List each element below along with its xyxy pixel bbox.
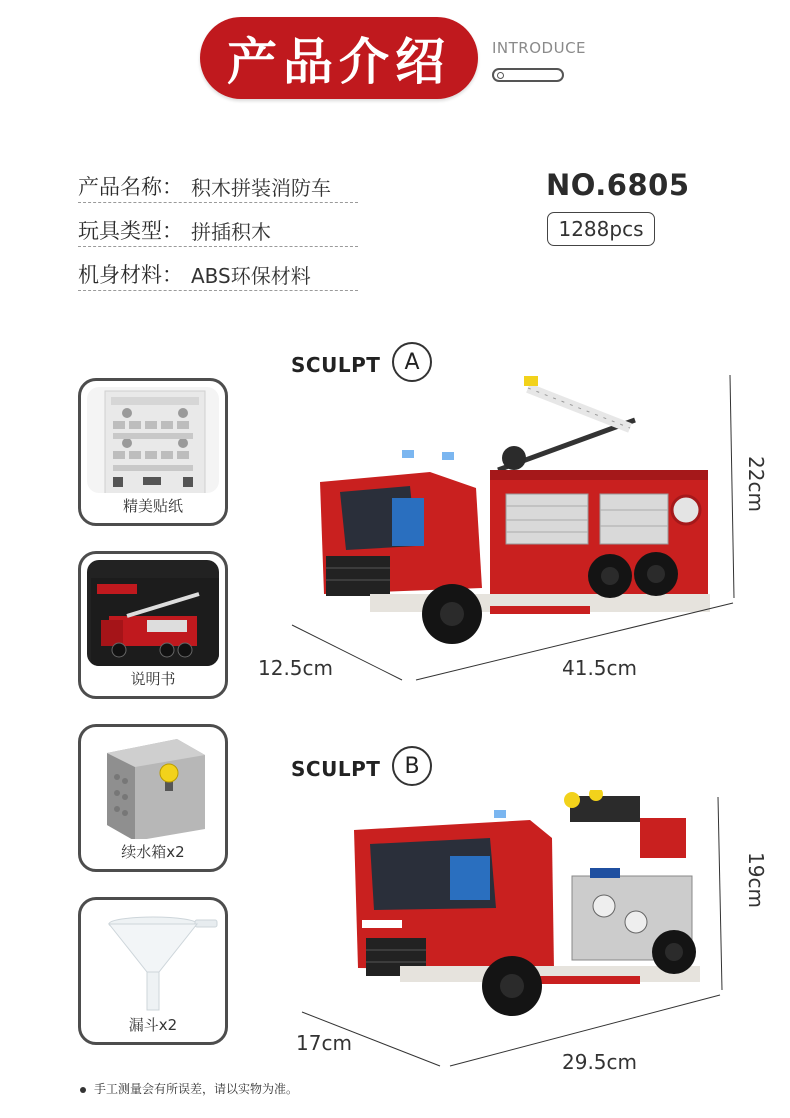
sculpt-a-badge: A	[392, 342, 432, 382]
footnote	[80, 1080, 298, 1097]
spec-value: ABS环保材料	[191, 263, 311, 288]
sculpt-b-badge: B	[392, 746, 432, 786]
footnote-text: 手工测量会有所误差，请以实物为准。	[94, 1082, 299, 1096]
sculpt-b-length: 29.5cm	[562, 1050, 638, 1074]
spec-label: 机身材料：	[78, 263, 183, 287]
section-subtitle: INTRODUCE	[492, 39, 587, 57]
sculpt-a-depth: 12.5cm	[258, 656, 334, 680]
sculpt-b-depth: 17cm	[296, 1031, 352, 1055]
spec-label: 产品名称：	[78, 175, 183, 199]
accessory-label: 说明书	[130, 670, 176, 688]
sculpt-b-height: 19cm	[744, 852, 768, 908]
section-title: 产品介绍	[200, 17, 478, 99]
sculpt-a-label: SCULPT	[291, 353, 381, 377]
spec-value: 积木拼装消防车	[191, 175, 331, 200]
piece-count-badge: 1288pcs	[547, 212, 655, 246]
accessory-label: 精美贴纸	[122, 497, 183, 515]
fire-truck-b-image	[340, 790, 710, 1024]
bullet-icon	[80, 1087, 86, 1093]
accessory-label: 漏斗x2	[128, 1016, 178, 1034]
sculpt-a-height: 22cm	[744, 456, 768, 512]
spec-value: 拼插积木	[191, 219, 271, 244]
spec-label: 玩具类型：	[78, 219, 183, 243]
sculpt-b-label: SCULPT	[291, 757, 381, 781]
model-number: NO.6805	[546, 168, 690, 202]
accessory-label: 续水箱x2	[121, 843, 185, 861]
sculpt-a-length: 41.5cm	[562, 656, 638, 680]
